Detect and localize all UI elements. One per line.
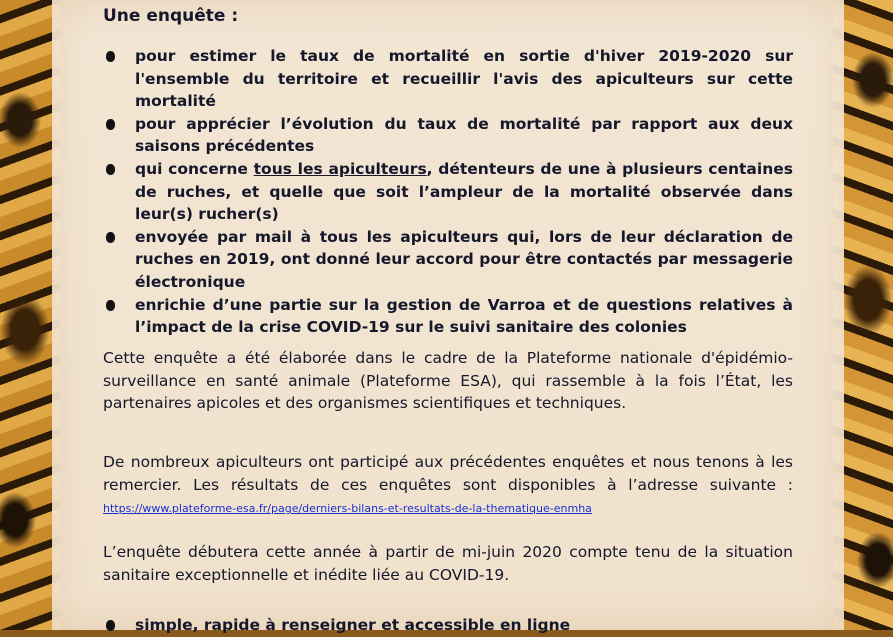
bee-background-left bbox=[0, 0, 60, 630]
bullet-text: simple, rapide à renseigner et accessible en ligne bbox=[135, 616, 571, 634]
section-title: Une enquête : bbox=[103, 6, 239, 26]
results-link[interactable]: https://www.plateforme-esa.fr/page/derniers-bilans-et-resultats-de-la-thematique-enmha bbox=[103, 502, 592, 516]
bullet-text: pour estimer le taux de mortalité en sortie d'hiver 2019-2020 sur l'ensemble du territoire et recueillir l'avis des apiculteurs sur cette mortalité bbox=[135, 47, 793, 111]
list-item bbox=[103, 158, 793, 226]
paragraph-results-text: De nombreux apiculteurs ont participé aux précédentes enquêtes et nous tenons à les remercier. Les résultats de ces enquêtes sont disponibles à l’adresse suivante : bbox=[103, 453, 793, 494]
bullet-icon bbox=[106, 620, 115, 631]
list-item bbox=[103, 226, 793, 294]
bullet-icon bbox=[106, 119, 115, 130]
paragraph-start-date: L’enquête débutera cette année à partir de mi-juin 2020 compte tenu de la situation sanitaire exceptionnelle et inédite liée au COVID-19. bbox=[103, 543, 793, 584]
list-item bbox=[103, 294, 793, 339]
bullet-icon bbox=[106, 300, 115, 311]
bullet-icon bbox=[106, 232, 115, 243]
bullet-text: envoyée par mail à tous les apiculteurs qui, lors de leur déclaration de ruches en 2019, ont donné leur accord pour être contactés par messagerie électronique bbox=[135, 227, 793, 291]
survey-bullet-list bbox=[103, 45, 793, 339]
bullet-text: qui concerne bbox=[135, 159, 254, 178]
bullet-underlined-text: tous les apiculteurs bbox=[253, 159, 427, 178]
bullet-icon bbox=[106, 164, 115, 175]
features-bullet-list bbox=[103, 614, 793, 637]
paragraph-results bbox=[103, 451, 793, 521]
paragraph-platform: Cette enquête a été élaborée dans le cadre de la Plateforme nationale d'épidémio-surveillance en santé animale (Plateforme ESA), qui rassemble à la fois l’État, les partenaires apicoles et des organismes scientifiques et techniques. bbox=[103, 349, 793, 413]
bullet-icon bbox=[106, 51, 115, 62]
bullet-text: , détenteurs de une à plusieurs centaines de ruches, et quelle que soit l’ampleur de la mortalité observée dans leur(s) rucher(s) bbox=[135, 159, 793, 224]
list-item bbox=[103, 45, 793, 113]
bullet-text: enrichie d’une partie sur la gestion de Varroa et de questions relatives à l’impact de la crise COVID-19 sur le suivi sanitaire des colonies bbox=[135, 295, 793, 337]
list-item bbox=[103, 113, 793, 158]
bullet-text: pour apprécier l’évolution du taux de mortalité par rapport aux deux saisons précédentes bbox=[135, 114, 793, 156]
list-item bbox=[103, 614, 793, 637]
